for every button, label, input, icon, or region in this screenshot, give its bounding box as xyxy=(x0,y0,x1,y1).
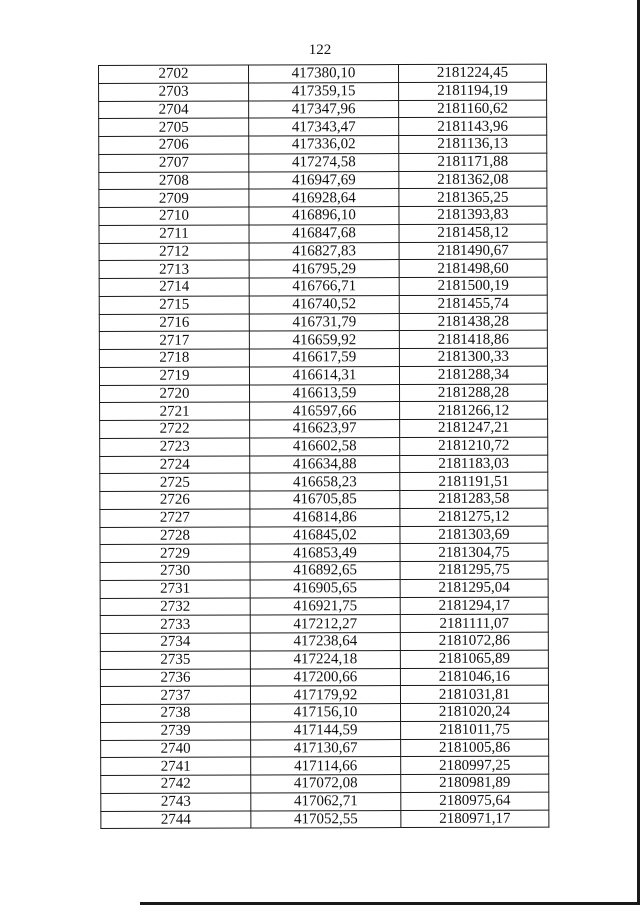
x-coordinate-cell: 416845,02 xyxy=(250,526,400,544)
y-coordinate-cell: 2181304,75 xyxy=(400,543,548,561)
point-number-cell: 2731 xyxy=(100,580,250,598)
table-row xyxy=(99,135,547,154)
x-coordinate-cell: 416921,75 xyxy=(250,597,400,615)
point-number-cell: 2713 xyxy=(99,260,249,278)
point-number-cell: 2735 xyxy=(100,651,250,669)
table-row xyxy=(99,277,547,296)
point-number-cell: 2716 xyxy=(99,314,249,332)
x-coordinate-cell: 416905,65 xyxy=(250,579,400,597)
point-number-cell: 2715 xyxy=(99,296,249,314)
y-coordinate-cell: 2181393,83 xyxy=(399,206,547,224)
x-coordinate-cell: 417179,92 xyxy=(250,686,400,704)
point-number-cell: 2738 xyxy=(101,704,251,722)
x-coordinate-cell: 416705,85 xyxy=(250,491,400,509)
x-coordinate-cell: 416766,71 xyxy=(249,278,399,296)
y-coordinate-cell: 2181194,19 xyxy=(399,82,547,100)
point-number-cell: 2719 xyxy=(99,367,249,385)
y-coordinate-cell: 2181111,07 xyxy=(400,614,548,632)
table-row xyxy=(99,259,547,278)
x-coordinate-cell: 417156,10 xyxy=(251,704,401,722)
table-row xyxy=(100,597,548,616)
table-row xyxy=(101,721,549,740)
point-number-cell: 2708 xyxy=(99,172,249,190)
x-coordinate-cell: 416613,59 xyxy=(250,384,400,402)
table-row xyxy=(101,739,549,758)
y-coordinate-cell: 2180971,17 xyxy=(401,810,549,828)
x-coordinate-cell: 417212,27 xyxy=(250,615,400,633)
y-coordinate-cell: 2181160,62 xyxy=(399,100,547,118)
x-coordinate-cell: 416617,59 xyxy=(249,349,399,367)
point-number-cell: 2712 xyxy=(99,243,249,261)
x-coordinate-cell: 417114,66 xyxy=(251,757,401,775)
x-coordinate-cell: 417336,02 xyxy=(249,136,399,154)
point-number-cell: 2737 xyxy=(100,686,250,704)
y-coordinate-cell: 2180975,64 xyxy=(401,792,549,810)
x-coordinate-cell: 416847,68 xyxy=(249,224,399,242)
y-coordinate-cell: 2181455,74 xyxy=(399,295,547,313)
table-row xyxy=(100,561,548,580)
coordinates-table xyxy=(98,64,549,830)
point-number-cell: 2727 xyxy=(100,509,250,527)
table-row xyxy=(99,366,547,385)
point-number-cell: 2742 xyxy=(101,775,251,793)
table-row xyxy=(99,100,547,119)
table-row xyxy=(99,153,547,172)
table-row xyxy=(100,543,548,562)
table-row xyxy=(100,401,548,420)
y-coordinate-cell: 2180981,89 xyxy=(401,774,549,792)
table-row xyxy=(100,685,548,704)
point-number-cell: 2710 xyxy=(99,207,249,225)
point-number-cell: 2725 xyxy=(100,473,250,491)
y-coordinate-cell: 2181303,69 xyxy=(400,526,548,544)
table-row xyxy=(99,171,547,190)
y-coordinate-cell: 2181300,33 xyxy=(399,348,547,366)
point-number-cell: 2707 xyxy=(99,154,249,172)
y-coordinate-cell: 2181283,58 xyxy=(400,490,548,508)
y-coordinate-cell: 2181046,16 xyxy=(400,668,548,686)
x-coordinate-cell: 416853,49 xyxy=(250,544,400,562)
x-coordinate-cell: 416947,69 xyxy=(249,171,399,189)
x-coordinate-cell: 417274,58 xyxy=(249,153,399,171)
y-coordinate-cell: 2181020,24 xyxy=(401,703,549,721)
table-row xyxy=(99,242,547,261)
table-row xyxy=(100,650,548,669)
x-coordinate-cell: 416740,52 xyxy=(249,295,399,313)
table-row xyxy=(99,64,547,83)
x-coordinate-cell: 416827,83 xyxy=(249,242,399,260)
x-coordinate-cell: 416634,88 xyxy=(250,455,400,473)
table-row xyxy=(99,82,547,101)
point-number-cell: 2706 xyxy=(99,136,249,154)
y-coordinate-cell: 2181183,03 xyxy=(400,455,548,473)
point-number-cell: 2718 xyxy=(99,349,249,367)
table-row xyxy=(99,330,547,349)
table-row xyxy=(101,810,549,829)
table-row xyxy=(100,579,548,598)
point-number-cell: 2726 xyxy=(100,491,250,509)
table-row xyxy=(101,756,549,775)
table-row xyxy=(99,188,547,207)
point-number-cell: 2724 xyxy=(100,456,250,474)
y-coordinate-cell: 2181011,75 xyxy=(401,721,549,739)
table-row xyxy=(99,117,547,136)
table-row xyxy=(100,632,548,651)
x-coordinate-cell: 417052,55 xyxy=(251,810,401,828)
y-coordinate-cell: 2181065,89 xyxy=(400,650,548,668)
point-number-cell: 2744 xyxy=(101,811,251,829)
table-row xyxy=(100,419,548,438)
y-coordinate-cell: 2181143,96 xyxy=(399,117,547,135)
y-coordinate-cell: 2180997,25 xyxy=(401,756,549,774)
y-coordinate-cell: 2181005,86 xyxy=(401,739,549,757)
y-coordinate-cell: 2181210,72 xyxy=(400,437,548,455)
table-row xyxy=(101,703,549,722)
y-coordinate-cell: 2181275,12 xyxy=(400,508,548,526)
point-number-cell: 2722 xyxy=(100,420,250,438)
x-coordinate-cell: 416814,86 xyxy=(250,508,400,526)
point-number-cell: 2705 xyxy=(99,118,249,136)
x-coordinate-cell: 417062,71 xyxy=(251,792,401,810)
point-number-cell: 2709 xyxy=(99,189,249,207)
x-coordinate-cell: 416597,66 xyxy=(250,402,400,420)
y-coordinate-cell: 2181500,19 xyxy=(399,277,547,295)
y-coordinate-cell: 2181224,45 xyxy=(399,64,547,82)
x-coordinate-cell: 416731,79 xyxy=(249,313,399,331)
table-row xyxy=(101,774,549,793)
x-coordinate-cell: 417224,18 xyxy=(250,650,400,668)
y-coordinate-cell: 2181191,51 xyxy=(400,472,548,490)
x-coordinate-cell: 417380,10 xyxy=(249,65,399,83)
point-number-cell: 2736 xyxy=(100,669,250,687)
y-coordinate-cell: 2181498,60 xyxy=(399,259,547,277)
point-number-cell: 2741 xyxy=(101,757,251,775)
y-coordinate-cell: 2181266,12 xyxy=(400,401,548,419)
table-row xyxy=(100,526,548,545)
point-number-cell: 2704 xyxy=(99,101,249,119)
point-number-cell: 2739 xyxy=(101,722,251,740)
y-coordinate-cell: 2181288,28 xyxy=(400,384,548,402)
x-coordinate-cell: 416795,29 xyxy=(249,260,399,278)
x-coordinate-cell: 416623,97 xyxy=(250,420,400,438)
y-coordinate-cell: 2181295,04 xyxy=(400,579,548,597)
point-number-cell: 2743 xyxy=(101,793,251,811)
table-row xyxy=(99,348,547,367)
point-number-cell: 2717 xyxy=(99,331,249,349)
x-coordinate-cell: 416896,10 xyxy=(249,207,399,225)
table-row xyxy=(100,472,548,491)
point-number-cell: 2702 xyxy=(99,65,249,83)
x-coordinate-cell: 416658,23 xyxy=(250,473,400,491)
y-coordinate-cell: 2181171,88 xyxy=(399,153,547,171)
x-coordinate-cell: 417238,64 xyxy=(250,633,400,651)
y-coordinate-cell: 2181438,28 xyxy=(399,313,547,331)
y-coordinate-cell: 2181295,75 xyxy=(400,561,548,579)
table-row xyxy=(100,668,548,687)
point-number-cell: 2740 xyxy=(101,740,251,758)
point-number-cell: 2728 xyxy=(100,527,250,545)
y-coordinate-cell: 2181288,34 xyxy=(399,366,547,384)
table-row xyxy=(99,224,547,243)
y-coordinate-cell: 2181031,81 xyxy=(400,685,548,703)
point-number-cell: 2711 xyxy=(99,225,249,243)
x-coordinate-cell: 417072,08 xyxy=(251,775,401,793)
y-coordinate-cell: 2181136,13 xyxy=(399,135,547,153)
x-coordinate-cell: 417144,59 xyxy=(251,721,401,739)
table-row xyxy=(101,792,549,811)
x-coordinate-cell: 416602,58 xyxy=(250,437,400,455)
point-number-cell: 2732 xyxy=(100,598,250,616)
y-coordinate-cell: 2181418,86 xyxy=(399,330,547,348)
table-row xyxy=(100,508,548,527)
x-coordinate-cell: 417347,96 xyxy=(249,100,399,118)
point-number-cell: 2729 xyxy=(100,544,250,562)
point-number-cell: 2730 xyxy=(100,562,250,580)
x-coordinate-cell: 417343,47 xyxy=(249,118,399,136)
x-coordinate-cell: 417359,15 xyxy=(249,82,399,100)
x-coordinate-cell: 416614,31 xyxy=(249,366,399,384)
table-row xyxy=(100,490,548,509)
x-coordinate-cell: 416892,65 xyxy=(250,562,400,580)
table-row xyxy=(99,206,547,225)
x-coordinate-cell: 417130,67 xyxy=(251,739,401,757)
y-coordinate-cell: 2181490,67 xyxy=(399,242,547,260)
point-number-cell: 2721 xyxy=(100,402,250,420)
x-coordinate-cell: 416659,92 xyxy=(249,331,399,349)
y-coordinate-cell: 2181072,86 xyxy=(400,632,548,650)
point-number-cell: 2714 xyxy=(99,278,249,296)
table-row xyxy=(100,437,548,456)
table-row xyxy=(99,313,547,332)
y-coordinate-cell: 2181294,17 xyxy=(400,597,548,615)
point-number-cell: 2720 xyxy=(100,385,250,403)
coordinates-table-body xyxy=(99,64,549,829)
x-coordinate-cell: 416928,64 xyxy=(249,189,399,207)
page-number: 122 xyxy=(308,42,332,58)
y-coordinate-cell: 2181362,08 xyxy=(399,171,547,189)
point-number-cell: 2703 xyxy=(99,83,249,101)
y-coordinate-cell: 2181365,25 xyxy=(399,188,547,206)
y-coordinate-cell: 2181247,21 xyxy=(400,419,548,437)
y-coordinate-cell: 2181458,12 xyxy=(399,224,547,242)
point-number-cell: 2734 xyxy=(100,633,250,651)
table-row xyxy=(100,455,548,474)
x-coordinate-cell: 417200,66 xyxy=(250,668,400,686)
table-row xyxy=(100,614,548,633)
table-row xyxy=(100,384,548,403)
point-number-cell: 2733 xyxy=(100,615,250,633)
point-number-cell: 2723 xyxy=(100,438,250,456)
table-row xyxy=(99,295,547,314)
